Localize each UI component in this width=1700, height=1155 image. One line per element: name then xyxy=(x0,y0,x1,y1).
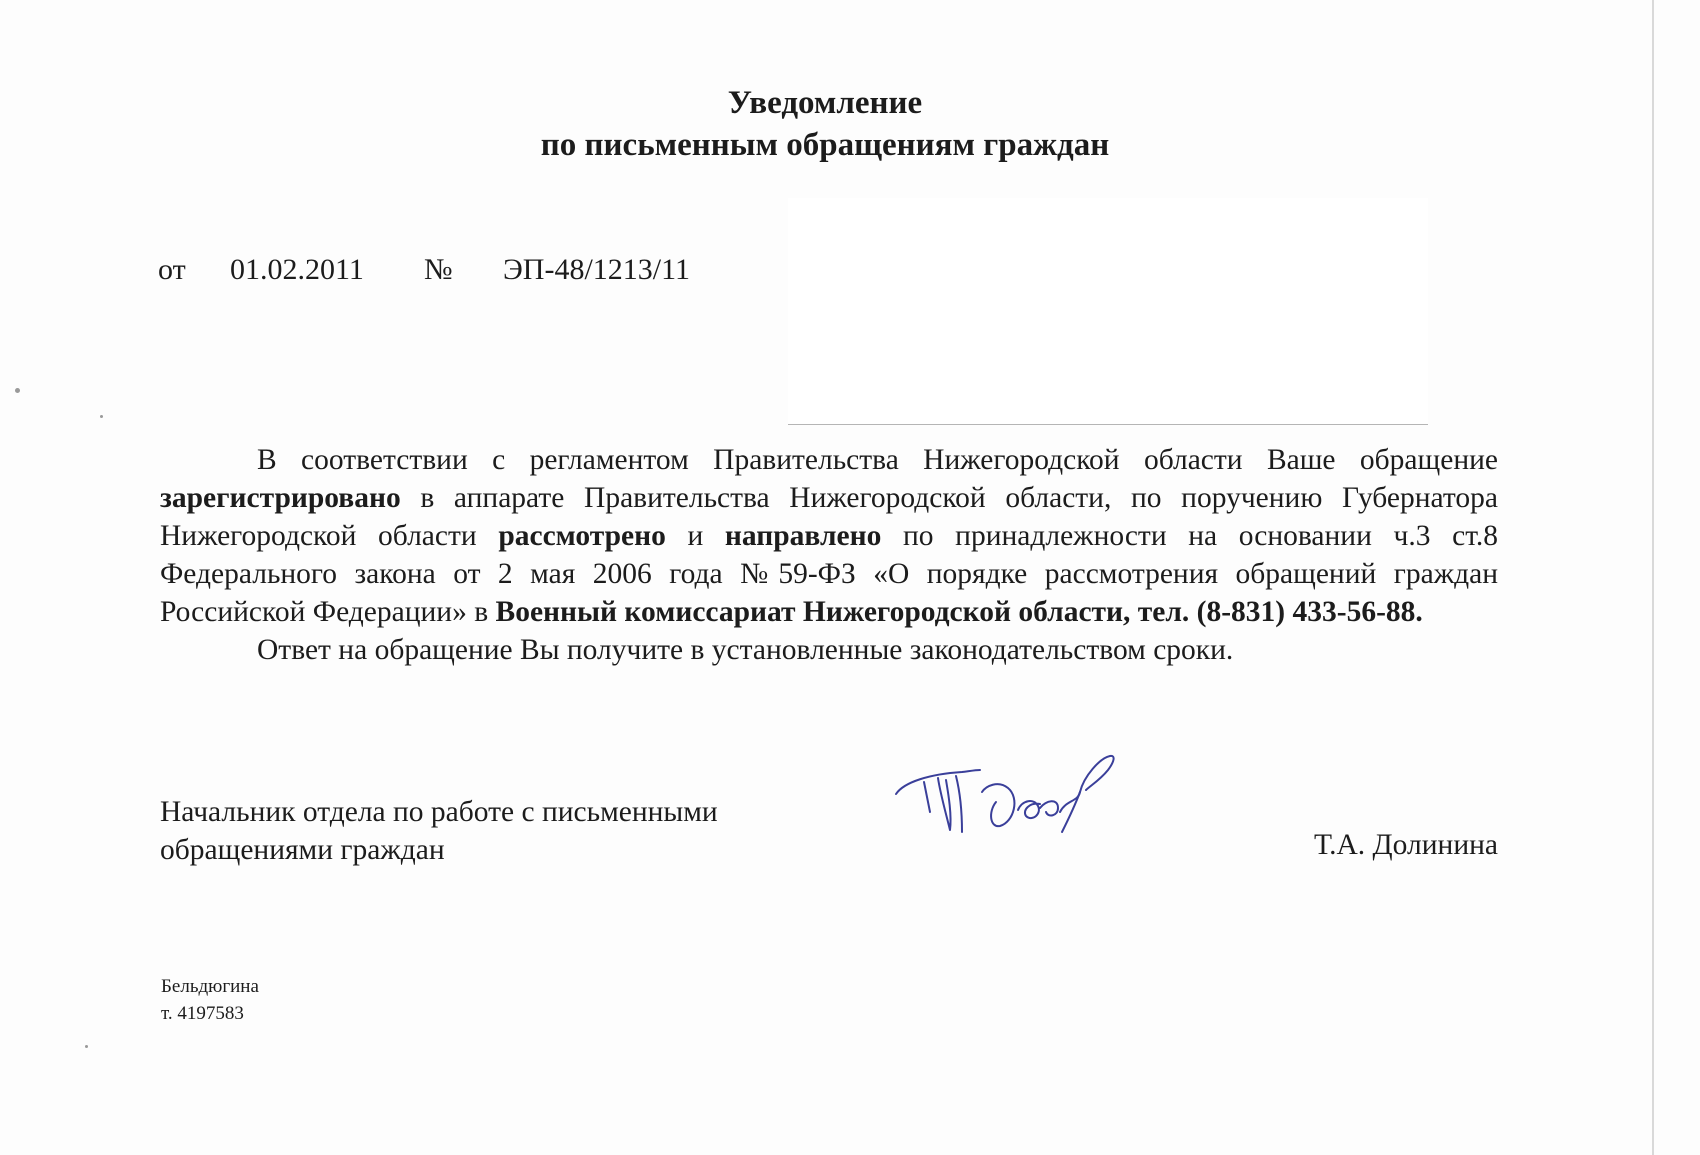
body-bold-recipient: Военный комиссариат Нижегородской области, тел. (8-831) 433-56-88. xyxy=(495,596,1423,628)
position-line-1: Начальник отдела по работе с письменными xyxy=(160,796,718,828)
scan-speck xyxy=(100,415,103,418)
body-bold-forwarded: направлено xyxy=(724,520,882,552)
position-line-2: обращениями граждан xyxy=(160,834,445,866)
title-line-1: Уведомление xyxy=(727,85,923,121)
body-text: в аппарате Правительства Нижегородской области, по поручению Губернатора Нижегородской области xyxy=(160,482,1498,552)
signer-name: Т.А. Долинина xyxy=(1314,829,1498,861)
from-label: от xyxy=(158,253,186,286)
executor-name: Бельдюгина xyxy=(161,976,259,997)
addressee-area xyxy=(788,198,1428,425)
registration-date: 01.02.2011 xyxy=(230,253,364,286)
scan-edge xyxy=(1652,0,1654,1155)
number-sign: № xyxy=(424,253,453,286)
body-text: и xyxy=(665,520,725,552)
notice-body xyxy=(160,441,1498,669)
scan-speck xyxy=(85,1045,88,1048)
body-bold-reviewed: рассмотрено xyxy=(498,520,666,552)
registration-number: ЭП-48/1213/11 xyxy=(503,253,691,286)
scan-speck xyxy=(15,388,20,393)
executor-phone: т. 4197583 xyxy=(161,1003,244,1024)
handwritten-signature xyxy=(890,752,1210,842)
body-paragraph-1 xyxy=(160,441,1498,631)
body-paragraph-2: Ответ на обращение Вы получите в установленные законодательством сроки. xyxy=(257,634,1234,666)
body-text: по принадлежности на основании ч.3 ст.8 Федерального закона от 2 мая 2006 года №59-ФЗ «О порядке рассмотрения обращений граждан Российской Федерации» в xyxy=(160,520,1498,628)
signer-position xyxy=(160,793,860,869)
body-bold-registered: зарегистрировано xyxy=(160,482,401,514)
executor-info xyxy=(161,973,259,1027)
title-line-2: по письменным обращениям граждан xyxy=(540,127,1110,163)
body-text: В соответствии с регламентом Правительства Нижегородской области Ваше обращение xyxy=(257,444,1498,476)
document-title xyxy=(0,82,1650,166)
